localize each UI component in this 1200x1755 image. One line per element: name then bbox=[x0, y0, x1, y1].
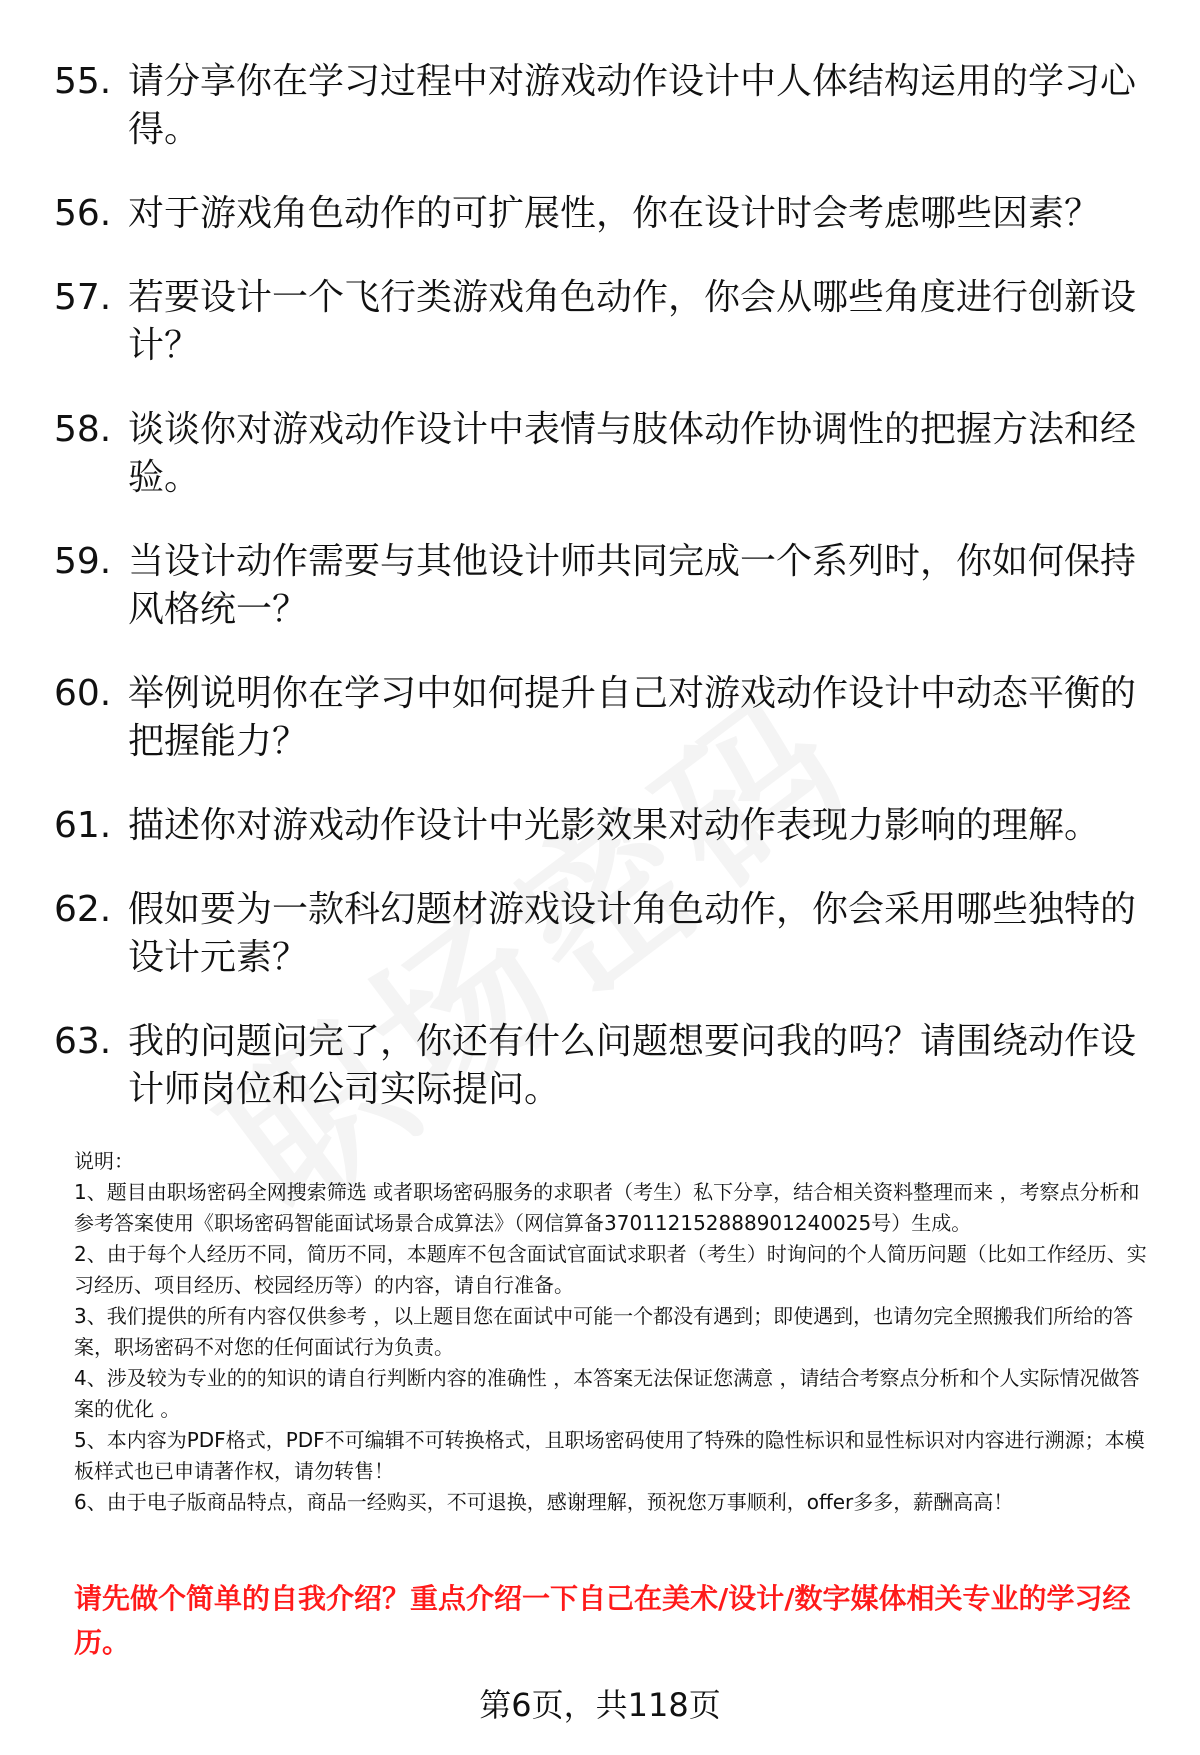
question-text: 我的问题问完了，你还有什么问题想要问我的吗？请围绕动作设计师岗位和公司实际提问。 bbox=[128, 1021, 1137, 1110]
question-text: 对于游戏角色动作的可扩展性，你在设计时会考虑哪些因素？ bbox=[128, 193, 1101, 234]
question-number: 56. bbox=[54, 193, 112, 234]
question-item bbox=[54, 274, 1146, 370]
note-item: 3、我们提供的所有内容仅供参考 ，以上题目您在面试中可能一个都没有遇到；即使遇到，也请勿完全照搬我们所给的答案，职场密码不对您的任何面试行为负责。 bbox=[74, 1304, 1134, 1359]
question-text: 描述你对游戏动作设计中光影效果对动作表现力影响的理解。 bbox=[128, 805, 1101, 846]
question-number: 55. bbox=[54, 61, 112, 102]
question-text: 若要设计一个飞行类游戏角色动作，你会从哪些角度进行创新设计？ bbox=[128, 277, 1137, 366]
question-list bbox=[54, 58, 1146, 1150]
notes-section bbox=[74, 1146, 1158, 1518]
question-number: 57. bbox=[54, 277, 112, 318]
question-text: 当设计动作需要与其他设计师共同完成一个系列时，你如何保持风格统一？ bbox=[128, 541, 1137, 630]
question-item bbox=[54, 886, 1146, 982]
note-item: 1、题目由职场密码全网搜索筛选 或者职场密码服务的求职者（考生）私下分享，结合相关资料整理而来 ，考察点分析和参考答案使用《职场密码智能面试场景合成算法》（网信算备370112152888901240025号）生成。 bbox=[74, 1180, 1140, 1235]
note-item: 5、本内容为PDF格式，PDF不可编辑不可转换格式，且职场密码使用了特殊的隐性标识和显性标识对内容进行溯源；本模板样式也已申请著作权，请勿转售！ bbox=[74, 1428, 1145, 1483]
question-number: 59. bbox=[54, 541, 112, 582]
page-number: 第6页，共118页 bbox=[479, 1686, 721, 1724]
question-item bbox=[54, 1018, 1146, 1114]
question-item bbox=[54, 58, 1146, 154]
question-item bbox=[54, 406, 1146, 502]
question-text: 谈谈你对游戏动作设计中表情与肢体动作协调性的把握方法和经验。 bbox=[128, 409, 1137, 498]
question-number: 60. bbox=[54, 673, 112, 714]
notes-title: 说明： bbox=[74, 1149, 134, 1173]
question-text: 假如要为一款科幻题材游戏设计角色动作，你会采用哪些独特的设计元素？ bbox=[128, 889, 1137, 978]
question-number: 63. bbox=[54, 1021, 112, 1062]
note-item: 2、由于每个人经历不同，简历不同，本题库不包含面试官面试求职者（考生）时询问的个人简历问题（比如工作经历、实习经历、项目经历、校园经历等）的内容，请自行准备。 bbox=[74, 1242, 1147, 1297]
question-item bbox=[54, 670, 1146, 766]
question-text: 举例说明你在学习中如何提升自己对游戏动作设计中动态平衡的把握能力？ bbox=[128, 673, 1137, 762]
question-number: 58. bbox=[54, 409, 112, 450]
note-item: 6、由于电子版商品特点，商品一经购买，不可退换，感谢理解，预祝您万事顺利，offer多多，薪酬高高！ bbox=[74, 1490, 1014, 1514]
question-text: 请分享你在学习过程中对游戏动作设计中人体结构运用的学习心得。 bbox=[128, 61, 1137, 150]
question-item bbox=[54, 190, 1146, 238]
highlight-question: 请先做个简单的自我介绍？重点介绍一下自己在美术/设计/数字媒体相关专业的学习经历。 bbox=[74, 1582, 1131, 1659]
question-item bbox=[54, 802, 1146, 850]
question-number: 61. bbox=[54, 805, 112, 846]
note-item: 4、涉及较为专业的的知识的请自行判断内容的准确性 ，本答案无法保证您满意 ，请结合考察点分析和个人实际情况做答案的优化 。 bbox=[74, 1366, 1140, 1421]
question-number: 62. bbox=[54, 889, 112, 930]
question-item bbox=[54, 538, 1146, 634]
